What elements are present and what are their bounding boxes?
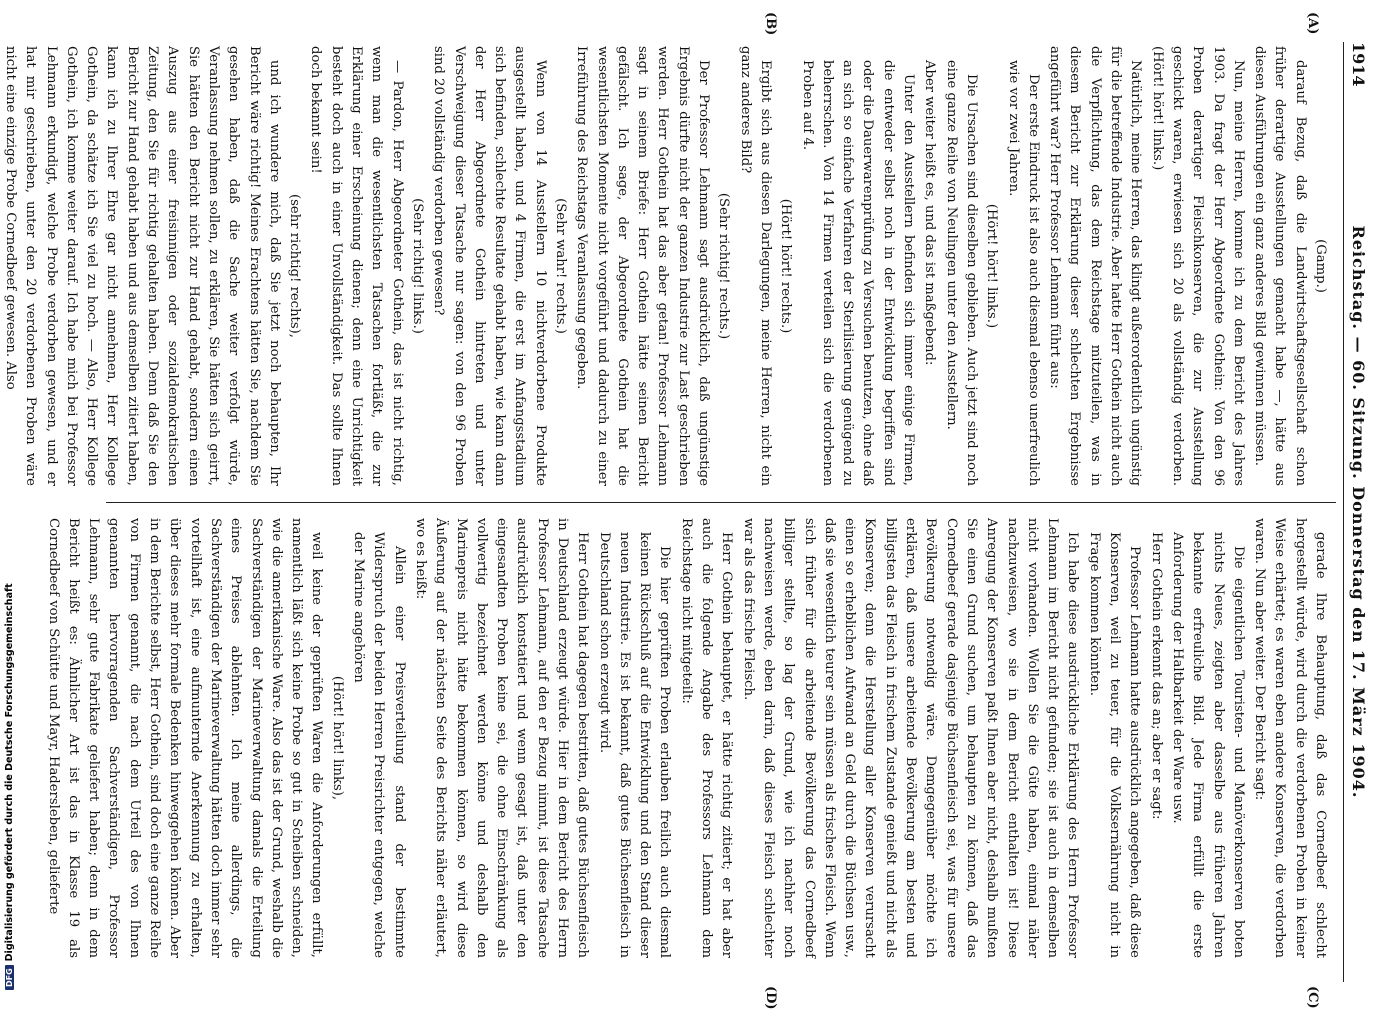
interjection: (Hört! hört! links), [329,675,345,801]
paragraph: weil keine der geprüften Waren die Anforderungen erfüllt, namentlich läßt sich keine Probe so gut in Scheiben schneiden, wie die amerikanische Ware. Also das ist der Grund, weshalb die Sachverständigen der Marineverwaltung damals die Erteilung eines Preises ablehnten. Ich meine allerdings, die Sachverständigen der Marineverwaltung hätten doch immer sehr vorteilhaft ist, eine aufmunternde Anerkennung zu erhalten, über dieses mehr formale Bedenken hinweggehen können. Aber in dem Berichte selbst, Herr Gothein, sind doch eine ganze Reihe von Firmen genannt, die nach dem Urteil des von Ihnen genannten hervorragenden Sachverständigen, Professor Lehmann, sehr gute Fabrikate geliefert haben; denn in dem Bericht heißt es: Ähnlicher Art ist das in Klasse 19 als Cornedbeef von Schütte und Mayr, Hadersleben, gelieferte [45,518,325,958]
column-divider [106,502,1336,503]
right-column [45,518,1330,958]
quoted-passage: Unter den Ausstellern befinden sich immer einige Firmen, die entweder selbst noch in der Entwicklung begriffen sind oder die Dauerwarenprüfung zu Versuchen benutzen, ohne daß an sich so einfache Verfahren der Sterilisierung genügend zu beherrschen. Von 14 Firmen verteilen sich die verdorbenen Proben auf 4. [799,60,917,486]
paragraph: und ich wundere mich, daß Sie jetzt noch behaupten, Ihr Bericht wäre richtig! Meines Erachtens hätten Sie, nachdem Sie gesehen haben, daß die Sache weiter verfolgt würde, Veranlassung nehmen sollen, zu erklären, Sie hätten sich geirrt, Sie hätten den Bericht nicht zur Hand gehabt, sondern einen Auszug aus einer freisinnigen oder sozialdemokratischen Zeitung, den Sie für richtig gehalten haben. Denn daß Sie den Bericht zur Hand gehabt haben und aus demselben zitiert haben, kann ich zu Ihrer Ehre gar nicht annehmen, Herr Kollege Gothein, da schätze ich Sie viel zu hoch. — Also, Herr Kollege Gothein, ich komme weiter darauf. Ich habe mich bei Professor Lehmann erkundigt, welche Probe verdorben gewesen, und er hat mir geschrieben, unter den 20 verdorbenen Proben wäre nicht eine einzige Probe Cornedbeef gewesen. Also [3,46,282,486]
interjection: (Sehr richtig! rechts.) [716,192,732,340]
paragraph: Herr Gothein erkennt das an; aber er sagt: [1148,532,1164,820]
funding-footer [4,0,15,990]
page-header [1343,42,1370,982]
quoted-passage: Die hier geprüften Proben erlauben freilich auch diesmal keinen Rückschluß auf die Entwicklung und den Stand dieser neuen Industrie. Es ist bekannt, daß gutes Büchsenfleisch in Deutschland schon erzeugt wird. [596,532,673,958]
paragraph: Herr Gothein behauptet, er hätte richtig zitiert; er hat aber auch die folgende Angabe des Professors Lehmann dem Reichstage nicht mitgeteilt: [678,518,735,958]
paragraph: — Pardon, Herr Abgeordneter Gothein, das ist nicht richtig, wenn man die wesentlichsten Tatsachen fortläßt, die zur Erklärung einer Erscheinung dienen; denn eine Unrichtigkeit besteht doch auch in einer Unvollständigkeit. Das sollte Ihnen doch bekannt sein! [308,46,405,486]
paragraph: gerade Ihre Behauptung, daß das Cornedbeef schlecht hergestellt würde, wird durch die verdorbenen Proben in keiner Weise erhärtet; es waren eben andere Konserven, die verdorben waren. Nun aber weiter. Der Bericht sagt: [1252,518,1328,958]
page-number: 1914 [1349,42,1368,87]
paragraph: Der Professor Lehmann sagt ausdrücklich, daß ungünstige Ergebnis dürfte nicht der ganzen Industrie zur Last geschrieben werden. Herr Gothein hat das aber getan! Professor Lehmann sagt in seinem Briefe: Herr Gothein hätte seinen Bericht gefälscht. Ich sage, der Abgeordnete Gothein hat die wesentlichsten Momente nicht vorgeführt und dadurch zu einer Irreführung des Reichstags Veranlassung gegeben. [574,46,712,486]
paragraph: Ich habe diese ausdrückliche Erklärung des Herrn Professor Lehmann im Bericht nicht gefunden; sie ist auch in demselben nicht vorhanden. Wollen Sie die Güte haben, einmal näher nachzuweisen, wo sie in dem Bericht enthalten ist! Diese Anregung der Konserven paßt Ihnen aber nicht, deshalb mußten Sie einen Grund suchen, um behaupten zu können, daß das Cornedbeef gerade dasjenige Büchsenfleisch sei, was für unsere Bevölkerung notwendig wäre. Demgegenüber möchte ich erklären, daß unsere arbeitende Bevölkerung am besten und billigsten das Fleisch in frischem Zustande genießt und nicht als Konserven; denn die Herstellung aller Konserven verursacht einen so erheblichen Aufwand an Geld durch die Büchsen usw., daß sie wesentlich teurer sein müssen als frisches Fleisch. Wenn sich früher für die arbeitende Bevölkerung das Cornedbeef billiger stellte, so lag der Grund, wie ich nachher noch nachweisen werde, eben darin, daß dieses Fleisch schlechter war als das frische Fleisch. [740,518,1081,958]
margin-letter-c: (C) [1305,986,1320,1009]
paragraph: Nun, meine Herren, komme ich zu dem Bericht des Jahres 1903. Da fragt der Herr Abgeordnete Gothein: Von den 96 Proben derartiger Fleischkonserven, die zur Ausstellung geschickt waren, erwiesen sich 20 als vollständig verdorben. (Hört! hört! links.) [1149,46,1246,486]
footer-text: Digitalisierung gefördert durch die Deutsche Forschungsgemeinschaft [4,583,15,962]
quoted-passage: Allein einer Preisverteilung stand der bestimmte Widerspruch der beiden Herren Preisrichter entgegen, welche der Marine angehören [351,532,407,958]
interjection: (Hört! hört! links.) [984,203,1000,329]
left-column [3,46,1330,486]
interjection: (Sehr wahr! rechts.) [553,198,569,334]
margin-letter-d: (D) [763,986,778,1010]
interjection: (Hört! hört! rechts.) [778,198,794,334]
margin-letter-a: (A) [1305,12,1320,35]
quoted-passage: Der erste Eindruck ist also auch diesmal ebenso unerfreulich wie vor zwei Jahren. [1005,60,1041,486]
paragraph: Aber weiter heißt es, und das ist maßgebend: [922,60,938,366]
speaker-label: (Gamp.) [1313,239,1328,293]
page-title: Reichstag. — 60. Sitzung. Donnerstag den 17. März 1904. [1349,225,1368,799]
quoted-passage: Die eigentlichen Touristen- und Manöverkonserven boten nichts Neues, zeigten aber dasselbe aus früheren Jahren bekannte erfreuliche Bild. Jede Firma erfüllt die erste Anforderung der Haltbarkeit der Ware usw. [1169,532,1246,958]
interjection: (sehr richtig! rechts), [287,194,303,338]
margin-letter-b: (B) [763,12,778,36]
paragraph: Wenn von 14 Ausstellern 10 nichtverdorbene Produkte ausgestellt haben, und 4 Firmen, die erst im Anfangsstadium sich befinden, schlechte Resultate gehabt haben, wie kann dann der Herr Abgeordnete Gothein hintreten und unter Verschweigung dieser Tatsache nur sagen: von den 96 Proben sind 20 vollständig verdorben gewesen? [431,46,548,486]
dfg-logo: DFG [5,965,14,990]
paragraph: darauf Bezug, daß die Landwirtschaftsgesellschaft schon früher derartige Ausstellungen gemacht habe —, hätte aus diesen Ausführungen ein ganz anderes Bild gewinnen müssen. [1252,46,1308,486]
quoted-passage: Die Ursachen sind dieselben geblieben. Auch jetzt sind noch eine ganze Reihe von Neulingen unter den Ausstellern. [943,60,979,486]
paragraph: Natürlich, meine Herren, das klingt außerordentlich ungünstig für die betreffende Industrie. Aber hatte Herr Gothein nicht auch die Verpflichtung, das dem Reichstage mitzuteilen, was in diesem Bericht zur Erklärung dieser schlechten Ergebnisse angeführt war? Herr Professor Lehmann führt aus: [1047,46,1144,486]
paragraph: Herr Gothein hat dagegen bestritten, daß gutes Büchsenfleisch in Deutschland erzeugt würde. Hier in dem Bericht des Herrn Professor Lehmann, auf den er Bezug nimmt, ist diese Tatsache ausdrücklich konstatiert und wenn gesagt ist, daß unter den eingesandten Proben keine sei, die ohne Einschränkung als vollwertig bezeichnet werden könne und deshalb den Marinepreis nicht hätte bekommen können, so wird diese Äußerung auf der nächsten Seite des Berichts näher erläutert, wo es heißt: [412,518,591,958]
interjection: (Sehr richtig! links.) [409,198,425,334]
paragraph: Ergibt sich aus diesen Darlegungen, meine Herren, nicht ein ganz anderes Bild? [737,46,773,486]
quoted-passage: Professor Lehmann hatte ausdrücklich angegeben, daß diese Konserven, weil zu teuer, für die Volksernährung nicht in Frage kommen könnten. [1086,532,1143,958]
